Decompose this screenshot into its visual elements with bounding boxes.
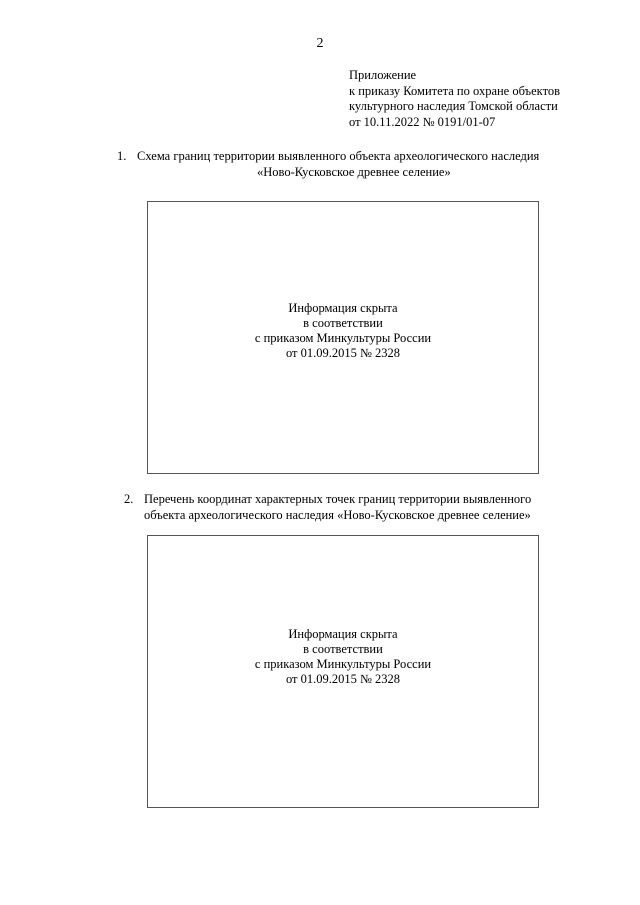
notice-line-2: в соответствии [303,641,383,656]
appendix-committee-line: культурного наследия Томской области [349,99,558,113]
appendix-date-number: от 10.11.2022 № 0191/01-07 [349,114,496,129]
section-1-title-line-1: Схема границ территории выявленного объекта археологического наследия [137,149,540,163]
section-1-title [117,148,539,180]
notice-line-1: Информация скрыта [288,300,398,315]
notice-line-4: от 01.09.2015 № 2328 [285,671,401,686]
section-2-title-line-1: Перечень координат характерных точек границ территории выявленного [144,492,532,506]
hidden-scheme-box [147,201,539,474]
notice-line-3: с приказом Минкультуры России [254,330,432,345]
notice-line-4: от 01.09.2015 № 2328 [285,345,401,360]
hidden-info-notice [255,627,431,687]
notice-line-3: с приказом Минкультуры России [254,656,432,671]
hidden-coordinates-box [147,535,539,808]
section-2-title-line-2: объекта археологического наследия «Ново-Кусковское древнее селение» [144,508,531,522]
section-1-number: 1. [117,149,127,163]
appendix-title: Приложение [349,68,417,82]
section-2-title [124,491,531,523]
notice-line-2: в соответствии [303,315,383,330]
section-1-title-line-2: «Ново-Кусковское древнее селение» [257,165,451,179]
appendix-order-line: к приказу Комитета по охране объектов [349,83,561,98]
page-number: 2 [316,36,324,51]
hidden-info-notice [255,301,431,361]
appendix-header [349,68,560,130]
notice-line-1: Информация скрыта [288,626,398,641]
section-2-number: 2. [124,492,134,506]
